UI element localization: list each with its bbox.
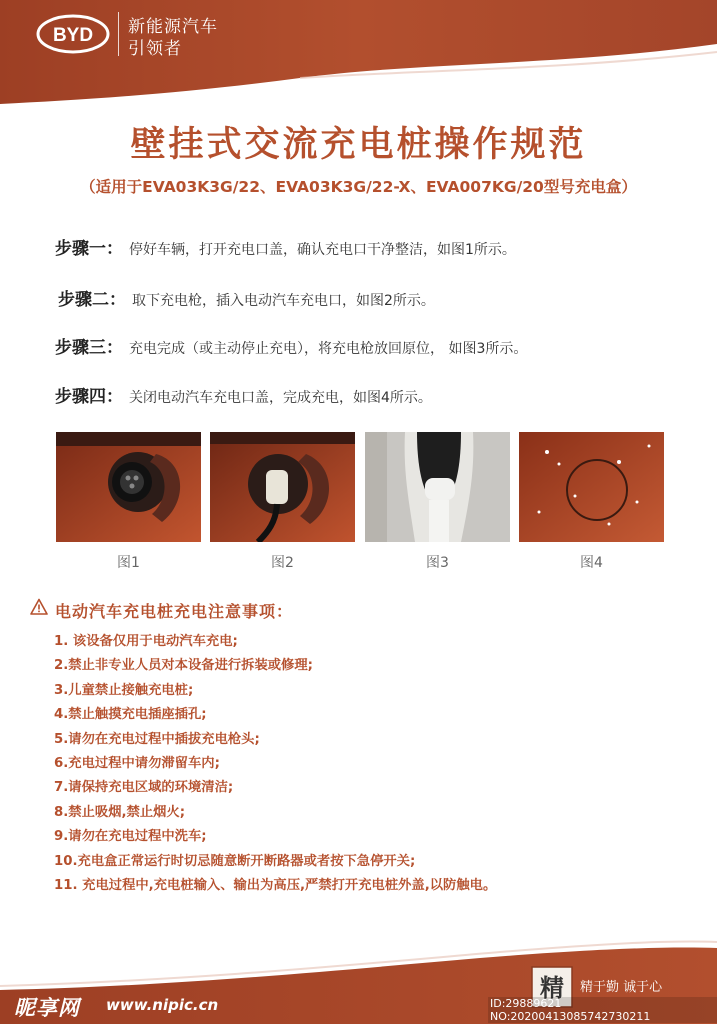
step-label: 步骤四： [55, 387, 123, 407]
slogan-line-2: 引领者 [128, 39, 182, 59]
notice-item: 11. 充电过程中,充电桩输入、输出为高压,严禁打开充电桩外盖,以防触电。 [54, 877, 497, 893]
watermark-brand: 昵享网 [14, 996, 80, 1020]
notice-item: 4.禁止触摸充电插座插孔; [54, 707, 207, 723]
notice-item: 7.请保持充电区域的环境清洁; [54, 780, 234, 796]
notice-list [54, 630, 496, 898]
step-3 [55, 333, 527, 358]
figure-2-photo [210, 432, 355, 542]
figure-3-caption: 图3 [426, 555, 449, 571]
step-text: 关闭电动汽车充电口盖，完成充电，如图4所示。 [129, 390, 432, 406]
slogan-line-1: 新能源汽车 [128, 17, 218, 37]
page-subtitle: （适用于EVA03K3G/22、EVA03K3G/22-X、EVA007KG/20型号充电盒） [80, 178, 637, 196]
watermark-url[interactable]: www.nipic.cn [106, 996, 219, 1014]
logo-text: BYD [52, 25, 94, 46]
figure-4-caption: 图4 [580, 555, 603, 571]
step-4 [55, 382, 432, 407]
page-title: 壁挂式交流充电桩操作规范 [130, 125, 587, 165]
image-id: ID:29889621 NO:20200413085742730211 [488, 997, 717, 1023]
step-text: 停好车辆，打开充电口盖，确认充电口干净整洁，如图1所示。 [129, 242, 516, 258]
figure-1-photo [56, 432, 201, 542]
step-text: 充电完成（或主动停止充电），将充电枪放回原位， 如图3所示。 [129, 341, 528, 357]
notice-item: 2.禁止非专业人员对本设备进行拆装或修理; [54, 658, 313, 674]
seal-text: 精 [540, 973, 564, 1002]
figure-1-caption: 图1 [117, 555, 140, 571]
notice-item: 3.儿童禁止接触充电桩; [54, 682, 194, 698]
step-label: 步骤三： [55, 338, 123, 358]
step-label: 步骤二： [58, 290, 126, 310]
step-label: 步骤一： [55, 239, 123, 259]
figure-4-photo [519, 432, 664, 542]
notice-item: 1. 该设备仅用于电动汽车充电; [54, 634, 238, 649]
step-text: 取下充电枪，插入电动汽车充电口，如图2所示。 [132, 293, 435, 309]
notice-item: 8.禁止吸烟,禁止烟火; [54, 804, 186, 820]
warning-icon [30, 598, 48, 616]
notice-item: 5.请勿在充电过程中插拔充电枪头; [54, 731, 260, 747]
step-1 [55, 234, 516, 259]
motto: 精于勤 诚于心 [580, 980, 663, 995]
figure-3-photo [365, 432, 510, 542]
notice-item: 10.充电盒正常运行时切忌随意断开断路器或者按下急停开关; [54, 853, 416, 869]
notice-title: 电动汽车充电桩充电注意事项： [55, 602, 294, 621]
byd-logo [36, 14, 110, 54]
notice-item: 9.请勿在充电过程中洗车; [54, 829, 207, 845]
logo-divider [118, 12, 119, 56]
notice-item: 6.充电过程中请勿滞留车内; [54, 755, 220, 771]
figure-2-caption: 图2 [271, 555, 294, 571]
step-2 [58, 285, 435, 310]
